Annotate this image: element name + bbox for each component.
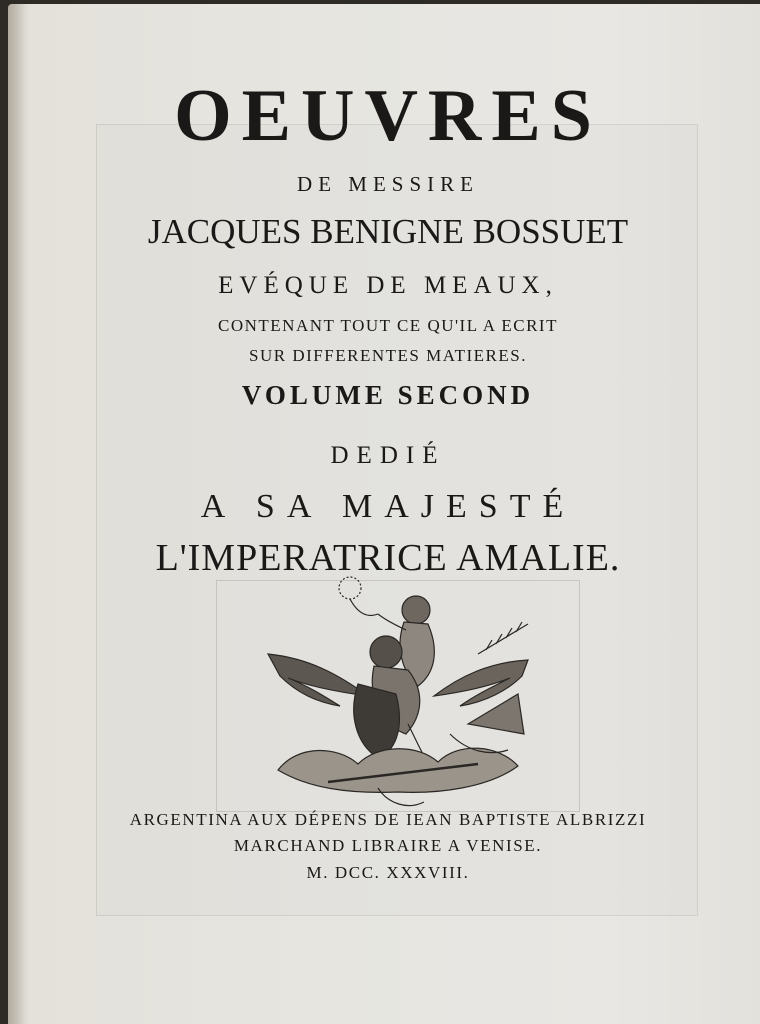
imprint-line-1: ARGENTINA AUX DÉPENS DE IEAN BAPTISTE ALBRIZZI bbox=[129, 810, 647, 829]
engraved-vignette-icon bbox=[228, 574, 568, 814]
contents-line-1: CONTENANT TOUT CE QU'IL A ECRIT bbox=[218, 316, 558, 335]
author-office: EVÉQUE DE MEAUX, bbox=[218, 272, 558, 299]
dedie-label: DEDIÉ bbox=[330, 442, 446, 469]
title: OEUVRES bbox=[174, 75, 602, 157]
contents-line-2: SUR DIFFERENTES MATIERES. bbox=[249, 346, 527, 365]
line-de-messire: DE MESSIRE bbox=[297, 172, 479, 196]
dedication-line-2: L'IMPERATRICE AMALIE. bbox=[155, 537, 621, 579]
dedication-line-1: A SA MAJESTÉ bbox=[200, 488, 576, 525]
title-page bbox=[8, 4, 760, 1024]
volume-label: VOLUME SECOND bbox=[241, 380, 535, 410]
imprint-date: M. DCC. XXXVIII. bbox=[306, 863, 470, 882]
author-name: JACQUES BENIGNE BOSSUET bbox=[147, 212, 629, 251]
imprint-line-2: MARCHAND LIBRAIRE A VENISE. bbox=[233, 836, 543, 855]
